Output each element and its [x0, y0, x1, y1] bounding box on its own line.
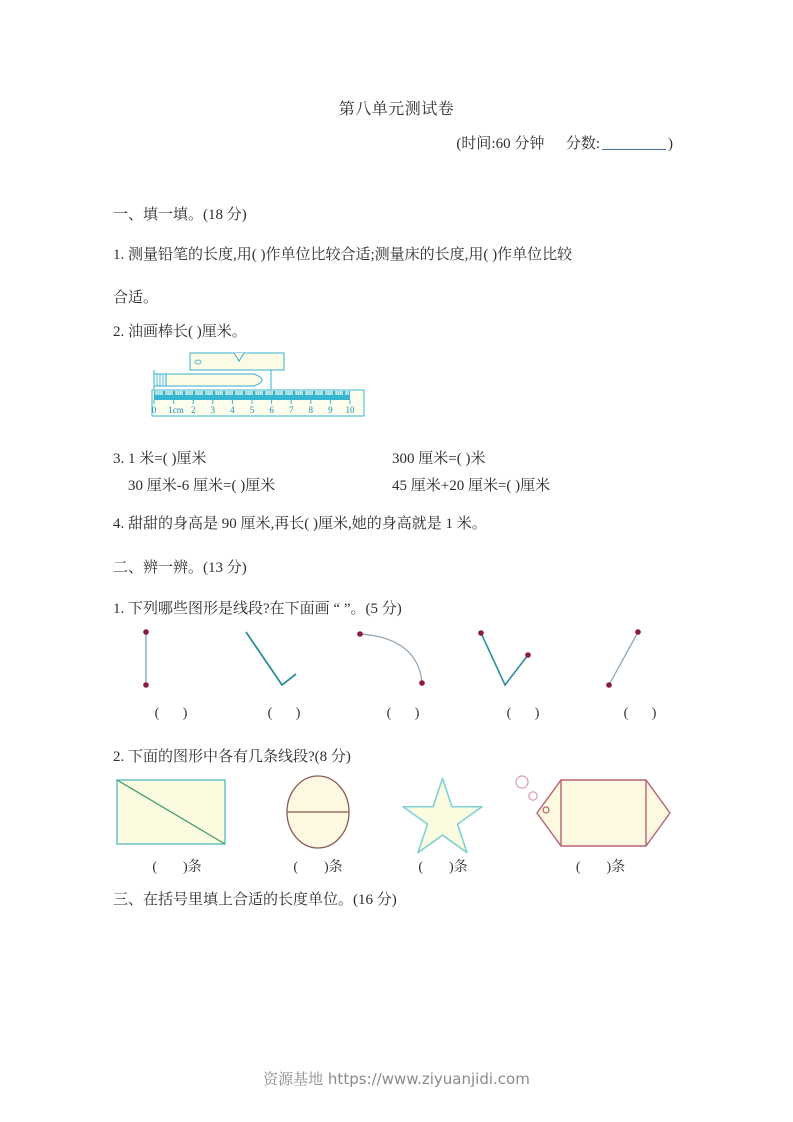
segment-answer-paren-5[interactable]: ( ) — [623, 706, 667, 721]
shape-option-tag-hexagon[interactable] — [513, 772, 688, 876]
score-label: 分数: — [565, 136, 600, 152]
shape-count-options-row — [113, 772, 693, 876]
star-outline — [403, 778, 482, 852]
section1-q3-right-top: 300 厘米=( )米 — [392, 451, 486, 467]
hexagon-outline — [537, 780, 670, 846]
shape-answer-paren-1[interactable]: ( )条 — [152, 860, 202, 875]
section1-q3-left-bottom: 30 厘米-6 厘米=( )厘米 — [128, 478, 276, 494]
segment-answer-paren-2[interactable]: ( ) — [267, 706, 311, 721]
section1-q2: 2. 油画棒长( )厘米。 — [113, 324, 247, 340]
bubble-small — [529, 792, 537, 800]
shape-option-oval[interactable] — [263, 772, 373, 876]
section-2-heading: 二、辨一辨。(13 分) — [113, 560, 247, 576]
ruler-tick-8: 8 — [308, 405, 314, 415]
section1-q1-line2: 合适。 — [113, 290, 159, 306]
bubble-large — [516, 776, 528, 788]
endpoint-dot-bottom — [606, 682, 612, 688]
shape-option-rectangle[interactable] — [113, 772, 241, 876]
ruler-tick-2: 2 — [190, 405, 196, 415]
ruler — [152, 390, 364, 416]
footer-watermark: 资源基地 https://www.ziyuanjidi.com — [263, 1070, 530, 1088]
section2-q2: 2. 下面的图形中各有几条线段?(8 分) — [113, 749, 351, 765]
shape-answer-paren-4[interactable]: ( )条 — [575, 860, 626, 875]
bent-polyline — [246, 632, 296, 685]
endpoint-dot-right — [419, 680, 425, 686]
endpoint-dot-left — [357, 631, 363, 637]
ruler-tick-0: 0 — [151, 405, 157, 415]
shape-answer-paren-3[interactable]: ( )条 — [418, 860, 468, 875]
ruler-tick-4: 4 — [230, 405, 235, 415]
segment-answer-paren-1[interactable]: ( ) — [154, 706, 198, 721]
meta-close-paren: ) — [668, 136, 673, 152]
shape-answer-paren-2[interactable]: ( )条 — [293, 860, 343, 875]
ruler-tick-5: 5 — [249, 405, 255, 415]
section1-q1-line1: 1. 测量铅笔的长度,用( )作单位比较合适;测量床的长度,用( )作单位比较 — [113, 247, 573, 263]
crayon-label-band — [190, 353, 284, 370]
crayon-on-ruler-figure — [146, 352, 368, 418]
ruler-tick-1cm: 1cm — [168, 405, 184, 415]
section2-q1: 1. 下列哪些图形是线段?在下面画 “ ”。(5 分) — [113, 601, 402, 617]
segment-answer-paren-4[interactable]: ( ) — [506, 706, 550, 721]
ruler-tick-6: 6 — [269, 405, 274, 415]
section1-q3-right-bottom: 45 厘米+20 厘米=( )厘米 — [392, 478, 551, 494]
shape-option-star[interactable] — [388, 772, 498, 876]
section-1-heading: 一、填一填。(18 分) — [113, 207, 247, 223]
score-input-blank[interactable] — [602, 135, 666, 150]
diagonal-line — [609, 632, 638, 685]
endpoint-dot-top — [143, 629, 149, 635]
ruler-tick-3: 3 — [210, 405, 216, 415]
time-label: (时间:60 分钟 — [456, 136, 545, 152]
endpoint-dot-top — [635, 629, 641, 635]
segment-option-5[interactable] — [582, 622, 698, 722]
endpoint-dot-left — [478, 630, 484, 636]
line-segment-options-row — [113, 622, 693, 722]
segment-answer-paren-3[interactable]: ( ) — [386, 706, 430, 721]
ruler-tick-7: 7 — [288, 405, 294, 415]
segment-option-2[interactable] — [226, 622, 342, 722]
v-shape-polyline — [481, 633, 528, 685]
arc-curve — [360, 634, 422, 682]
ruler-tick-10: 10 — [345, 405, 355, 415]
page-title: 第八单元测试卷 — [338, 101, 455, 118]
segment-option-4[interactable] — [465, 622, 581, 722]
section-3-heading: 三、在括号里填上合适的长度单位。(16 分) — [113, 892, 397, 908]
crayon-body — [154, 374, 262, 386]
segment-option-1[interactable] — [113, 622, 229, 722]
ruler-tick-9: 9 — [328, 405, 333, 415]
section1-q3-left-top: 3. 1 米=( )厘米 — [113, 451, 207, 467]
endpoint-dot-bottom — [143, 682, 149, 688]
exam-meta-row — [456, 132, 673, 153]
section1-q4: 4. 甜甜的身高是 90 厘米,再长( )厘米,她的身高就是 1 米。 — [113, 516, 487, 532]
segment-option-3[interactable] — [345, 622, 461, 722]
endpoint-dot-right — [525, 652, 531, 658]
